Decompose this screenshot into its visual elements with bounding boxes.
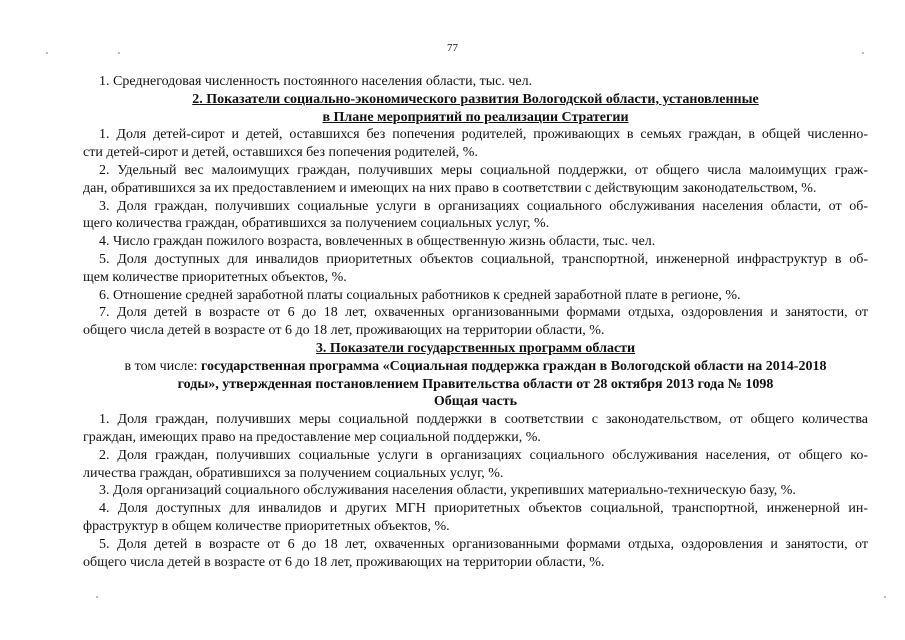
section3-heading: 3. Показатели государственных программ области xyxy=(315,340,636,356)
section2-item-3-line1: 3. Доля граждан, получивших социальные услуги в организациях социального обслуживания населения области, от об- xyxy=(99,198,868,214)
section3-item-1-line1: 1. Доля граждан, получивших меры социальной поддержки в соответствии с законодательством, от общего количества xyxy=(99,412,868,428)
section3-item-4 xyxy=(83,500,868,536)
section3-item-5-line1: 5. Доля детей в возрасте от 6 до 18 лет, охваченных организованными формами отдыха, оздоровления и занятости, от xyxy=(99,536,868,552)
section2-item-2-line1: 2. Удельный вес малоимущих граждан, получивших меры социальной поддержки, от общего числа малоимущих граж- xyxy=(99,162,868,178)
section2-item-1-line2: сти детей-сирот и детей, оставшихся без попечения родителей, %. xyxy=(83,145,478,161)
program-title-line2: годы», утвержденная постановлением Правительства области от 28 октября 2013 года № 1098 xyxy=(177,376,774,392)
section2-item-2-line2: дан, обратившихся за их предоставлением и имеющих на них право в соответствии с действующим законодательством, %. xyxy=(83,180,817,196)
section3-item-2-line2: личества граждан, обратившихся за получением социальных услуг, %. xyxy=(83,465,504,481)
general-part-heading: Общая часть xyxy=(433,394,518,410)
section3-item-2-line1: 2. Доля граждан, получивших социальные услуги в организациях социального обслуживания населения, от общего ко- xyxy=(99,447,868,463)
section2-item-4 xyxy=(83,233,868,251)
section2-heading-line2: в Плане мероприятий по реализации Стратегии xyxy=(322,109,629,125)
section2-heading-line1: 2. Показатели социально-экономического развития Вологодской области, установленные xyxy=(192,91,759,107)
section2-item-6 xyxy=(83,287,868,305)
section2-item-4-line1: 4. Число граждан пожилого возраста, вовлеченных в общественную жизнь области, тыс. чел. xyxy=(99,234,656,250)
scan-speck xyxy=(884,596,886,598)
intro-item: 1. Среднегодовая численность постоянного населения области, тыс. чел. xyxy=(99,74,533,89)
section2-item-2 xyxy=(83,162,868,198)
section2-item-7 xyxy=(83,304,868,340)
section2-item-5-line2: щем количестве приоритетных объектов, %. xyxy=(83,269,347,285)
section3-item-1 xyxy=(83,411,868,447)
program-title-bold: государственная программа «Социальная поддержка граждан в Вологодской области на 2014-2018 xyxy=(201,358,827,374)
program-title-line1 xyxy=(83,358,868,376)
section2-item-6-line1: 6. Отношение средней заработной платы социальных работников к средней заработной плате в регионе, %. xyxy=(99,287,741,303)
section2-item-1 xyxy=(83,126,868,162)
section2-item-3-line2: щего количества граждан, обратившихся за получением социальных услуг, %. xyxy=(83,216,550,232)
section2-item-1-line1: 1. Доля детей-сирот и детей, оставшихся без попечения родителей, проживающих в семьях граждан, в общей численно- xyxy=(99,127,868,143)
section2-item-7-line2: общего числа детей в возрасте от 6 до 18 лет, проживающих на территории области, %. xyxy=(83,323,605,339)
section3-item-3-line1: 3. Доля организаций социального обслуживания населения области, укрепивших материально-техническую базу, %. xyxy=(99,483,796,499)
section3-item-4-line1: 4. Доля доступных для инвалидов и других МГН приоритетных объектов социальной, транспортной, инженерной ин- xyxy=(99,501,868,517)
section2-item-5-line1: 5. Доля доступных для инвалидов приоритетных объектов социальной, транспортной, инженерной инфраструктур в об- xyxy=(99,251,868,267)
section3-item-5-line2: общего числа детей в возрасте от 6 до 18 лет, проживающих на территории области, %. xyxy=(83,554,605,570)
section3-item-5 xyxy=(83,536,868,572)
section2-item-7-line1: 7. Доля детей в возрасте от 6 до 18 лет, охваченных организованными формами отдыха, оздоровления и занятости, от xyxy=(99,305,868,321)
section3-item-3 xyxy=(83,482,868,500)
section3-item-4-line2: фраструктур в общем количестве приоритетных объектов, %. xyxy=(83,518,450,534)
section2-item-3 xyxy=(83,198,868,234)
section3-item-1-line2: граждан, имеющих право на предоставление мер социальной поддержки, %. xyxy=(83,429,541,445)
page-number: 77 xyxy=(447,42,458,54)
document-body xyxy=(83,73,868,571)
section3-item-2 xyxy=(83,447,868,483)
scan-speck xyxy=(96,596,98,598)
program-prefix: в том числе: xyxy=(124,358,202,374)
section2-item-5 xyxy=(83,251,868,287)
